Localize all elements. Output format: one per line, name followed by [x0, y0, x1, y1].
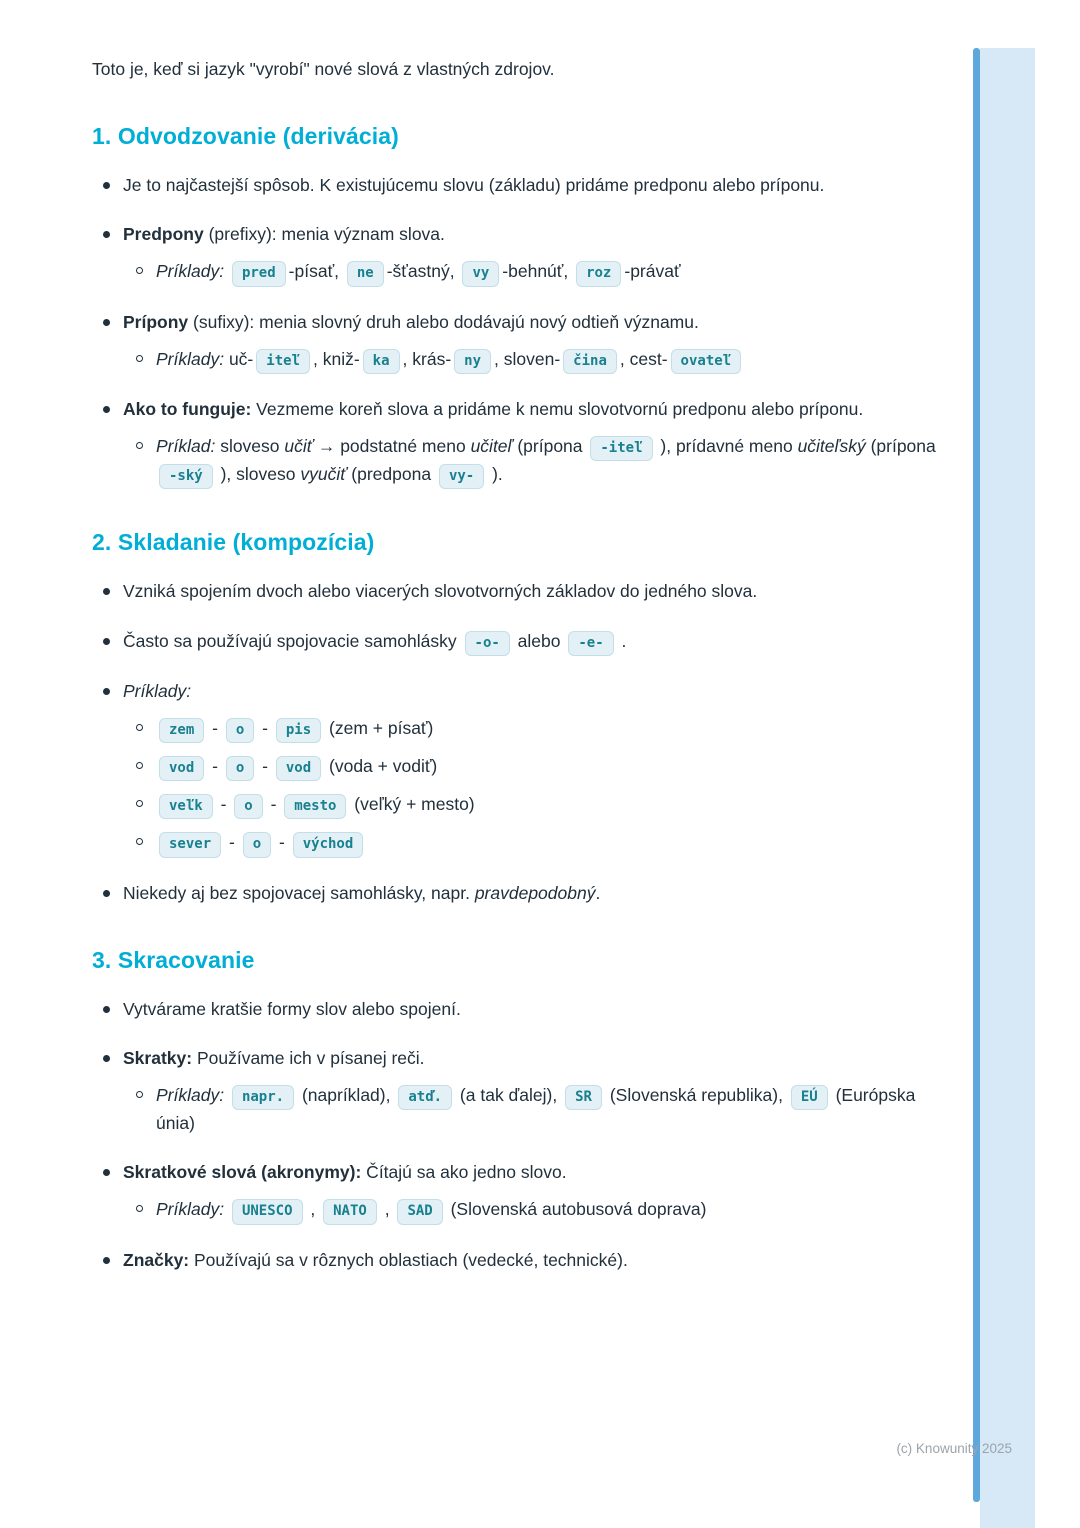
- sub-list-item: [125, 829, 947, 857]
- text-run: Vytvárame kratšie formy slov alebo spojení.: [123, 998, 461, 1019]
- text-run: Príklady:: [156, 261, 225, 282]
- text-run: -šťastný,: [386, 261, 460, 282]
- text-run: Prípony: [123, 311, 189, 332]
- text-run: Používame ich v písanej reči.: [192, 1047, 425, 1068]
- text-run: učiteľ: [470, 436, 513, 456]
- item-text: [123, 396, 947, 423]
- text-run: ).: [487, 464, 503, 485]
- intro-paragraph: [92, 56, 947, 83]
- text-run: (veľký + mesto): [349, 794, 475, 815]
- text-run: (prefixy): menia význam slova.: [203, 224, 445, 245]
- code-chip: vod: [159, 756, 204, 781]
- list-item: [92, 221, 947, 248]
- page-edge-strip: [980, 48, 1035, 1528]
- item-text: [123, 309, 947, 336]
- list-item: [92, 996, 947, 1023]
- code-chip: pis: [276, 718, 321, 743]
- text-run: Príklady:: [156, 1084, 225, 1105]
- text-run: Skratkové slová (akronymy):: [123, 1162, 362, 1183]
- list-item: [92, 1247, 947, 1274]
- sub-list-item: [125, 753, 947, 781]
- circle-bullet-icon: [136, 724, 143, 731]
- text-run: -: [215, 794, 232, 815]
- code-chip: zem: [159, 718, 204, 743]
- circle-bullet-icon: [136, 800, 143, 807]
- sub-list-item: [125, 715, 947, 743]
- text-run: -: [224, 832, 240, 853]
- item-text: [123, 678, 947, 705]
- sub-list-item: [125, 433, 947, 489]
- code-chip: o: [226, 718, 254, 743]
- bullet-icon: [103, 182, 110, 189]
- code-chip: východ: [293, 832, 364, 857]
- circle-bullet-icon: [136, 1205, 143, 1212]
- item-text: [123, 1045, 947, 1072]
- text-run: Príklady:: [156, 348, 225, 369]
- page-edge-line: [973, 48, 980, 1502]
- item-text: [156, 791, 947, 819]
- code-chip: EÚ: [791, 1085, 828, 1110]
- sub-list-item: [125, 791, 947, 819]
- text-run: -: [257, 756, 273, 776]
- text-run: → podstatné meno: [312, 436, 471, 456]
- text-run: (napríklad),: [297, 1084, 396, 1105]
- text-run: Používajú sa v rôznych oblastiach (vedecké, technické).: [189, 1249, 628, 1270]
- text-run: vyučiť: [300, 464, 347, 485]
- item-text: [123, 578, 947, 605]
- text-run: ,: [379, 1199, 395, 1220]
- code-chip: -ský: [159, 464, 213, 489]
- circle-bullet-icon: [136, 355, 143, 362]
- circle-bullet-icon: [136, 838, 143, 845]
- circle-bullet-icon: [136, 762, 143, 769]
- text-run: ,: [305, 1199, 321, 1220]
- code-chip: o: [243, 832, 271, 857]
- item-text: [156, 753, 947, 781]
- text-run: -: [265, 794, 282, 815]
- list-item: [92, 309, 947, 336]
- text-run: učiť: [284, 436, 313, 456]
- text-run: Niekedy aj bez spojovacej samohlásky, napr.: [123, 882, 475, 903]
- text-run: (Európska únia): [156, 1084, 916, 1134]
- list-item: [92, 628, 947, 656]
- text-run: Čítajú sa ako jedno slovo.: [361, 1162, 567, 1183]
- code-chip: SR: [565, 1085, 602, 1110]
- list-item: [92, 172, 947, 199]
- text-run: , cest-: [619, 348, 668, 369]
- code-chip: vy: [462, 261, 499, 286]
- bullet-icon: [103, 1055, 110, 1062]
- sub-list-item: [125, 1082, 947, 1137]
- text-run: (prípona: [865, 436, 936, 456]
- text-run: -: [274, 832, 290, 853]
- code-chip: ny: [454, 349, 491, 374]
- text-run: (voda + vodiť): [324, 756, 438, 776]
- item-text: [123, 1159, 947, 1186]
- code-chip: vy-: [439, 464, 484, 489]
- list-item: [92, 396, 947, 423]
- bullet-icon: [103, 231, 110, 238]
- text-run: Toto je, keď si jazyk "vyrobí" nové slová z vlastných zdrojov.: [92, 59, 555, 79]
- text-run: (prípona: [512, 436, 588, 456]
- text-run: [224, 1199, 229, 1219]
- text-run: pravdepodobný: [474, 882, 596, 903]
- code-chip: čina: [563, 349, 617, 374]
- text-run: učiteľský: [797, 436, 866, 456]
- code-chip: ne: [347, 261, 384, 286]
- text-run: (predpona: [346, 464, 436, 485]
- copyright-text: (c) Knowunity 2025: [896, 1441, 1012, 1456]
- text-run: (sufixy): menia slovný druh alebo dodávajú nový odtieň významu.: [188, 311, 699, 332]
- bullet-icon: [103, 638, 110, 645]
- text-run: uč-: [224, 348, 254, 369]
- section-title-1: 1. Odvodzovanie (derivácia): [92, 123, 399, 150]
- text-run: .: [616, 630, 627, 651]
- item-text: [123, 172, 947, 199]
- text-run: .: [595, 882, 601, 903]
- code-chip: o: [226, 756, 254, 781]
- text-run: , sloven-: [494, 348, 561, 369]
- text-run: -: [257, 717, 273, 738]
- bullet-icon: [103, 319, 110, 326]
- code-chip: SAD: [397, 1199, 442, 1224]
- text-run: Príklad:: [156, 436, 216, 456]
- text-run: Je to najčastejší spôsob. K existujúcemu slovu (základu) pridáme predponu alebo príponu.: [123, 175, 825, 196]
- text-run: ), prídavné meno: [655, 436, 798, 456]
- text-run: alebo: [512, 630, 566, 651]
- bullet-icon: [103, 1006, 110, 1013]
- item-text: [123, 221, 947, 248]
- code-chip: sever: [159, 832, 221, 857]
- bullet-icon: [103, 890, 110, 897]
- circle-bullet-icon: [136, 442, 143, 449]
- text-run: [224, 261, 229, 281]
- text-run: -písať,: [288, 261, 344, 282]
- list-item: [92, 578, 947, 605]
- code-chip: NATO: [323, 1199, 377, 1224]
- code-chip: vod: [276, 756, 321, 781]
- text-run: Príklady:: [156, 1199, 225, 1220]
- item-text: [156, 258, 947, 286]
- bullet-icon: [103, 688, 110, 695]
- list-item: [92, 1045, 947, 1072]
- text-run: (zem + písať): [324, 717, 434, 738]
- item-text: [123, 1247, 947, 1274]
- text-run: , krás-: [402, 348, 452, 369]
- code-chip: -iteľ: [590, 436, 652, 461]
- item-text: [156, 1082, 947, 1137]
- text-run: Vezmeme koreň slova a pridáme k nemu slovotvornú predponu alebo príponu.: [251, 398, 864, 419]
- text-run: (a tak ďalej),: [455, 1084, 563, 1105]
- list-item: [92, 678, 947, 705]
- document-content: [92, 56, 947, 1274]
- circle-bullet-icon: [136, 1091, 143, 1098]
- bullet-icon: [103, 1257, 110, 1264]
- text-run: ), sloveso: [215, 464, 301, 485]
- item-text: [156, 715, 947, 743]
- text-run: , kniž-: [312, 348, 360, 369]
- item-text: [123, 628, 947, 656]
- item-text: [123, 880, 947, 907]
- circle-bullet-icon: [136, 267, 143, 274]
- section-title-3: 3. Skracovanie: [92, 946, 255, 973]
- text-run: Značky:: [123, 1249, 190, 1270]
- text-run: Ako to funguje:: [123, 398, 252, 419]
- code-chip: roz: [576, 261, 621, 286]
- bullet-icon: [103, 406, 110, 413]
- text-run: [224, 1085, 229, 1105]
- bullet-icon: [103, 588, 110, 595]
- code-chip: ovateľ: [671, 349, 742, 374]
- section-title-2: 2. Skladanie (kompozícia): [92, 529, 375, 556]
- text-run: Predpony: [123, 224, 204, 245]
- code-chip: napr.: [232, 1085, 294, 1110]
- text-run: -právať: [624, 261, 681, 282]
- text-run: (Slovenská autobusová doprava): [445, 1199, 707, 1220]
- code-chip: -o-: [465, 631, 510, 656]
- item-text: [156, 433, 947, 489]
- code-chip: atď.: [398, 1085, 452, 1110]
- list-item: [92, 880, 947, 907]
- text-run: -: [207, 717, 223, 738]
- code-chip: pred: [232, 261, 286, 286]
- text-run: -behnúť,: [502, 261, 574, 282]
- item-text: [156, 1196, 947, 1224]
- code-chip: UNESCO: [232, 1199, 303, 1224]
- text-run: (Slovenská republika),: [604, 1084, 788, 1105]
- code-chip: o: [234, 794, 262, 819]
- text-run: Vzniká spojením dvoch alebo viacerých slovotvorných základov do jedného slova.: [123, 581, 758, 602]
- sub-list-item: [125, 258, 947, 286]
- code-chip: veľk: [159, 794, 213, 819]
- list-item: [92, 1159, 947, 1186]
- item-text: [156, 829, 947, 857]
- sub-list-item: [125, 1196, 947, 1224]
- item-text: [123, 996, 947, 1023]
- code-chip: mesto: [284, 794, 346, 819]
- code-chip: -e-: [568, 631, 613, 656]
- bullet-icon: [103, 1169, 110, 1176]
- text-run: Príklady:: [123, 680, 192, 701]
- item-text: [156, 346, 947, 374]
- text-run: -: [207, 756, 223, 776]
- code-chip: iteľ: [256, 349, 310, 374]
- text-run: Skratky:: [123, 1047, 193, 1068]
- text-run: sloveso: [215, 436, 285, 456]
- sub-list-item: [125, 346, 947, 374]
- document-sections: [92, 123, 947, 1274]
- text-run: Často sa používajú spojovacie samohlásky: [123, 630, 462, 651]
- code-chip: ka: [363, 349, 400, 374]
